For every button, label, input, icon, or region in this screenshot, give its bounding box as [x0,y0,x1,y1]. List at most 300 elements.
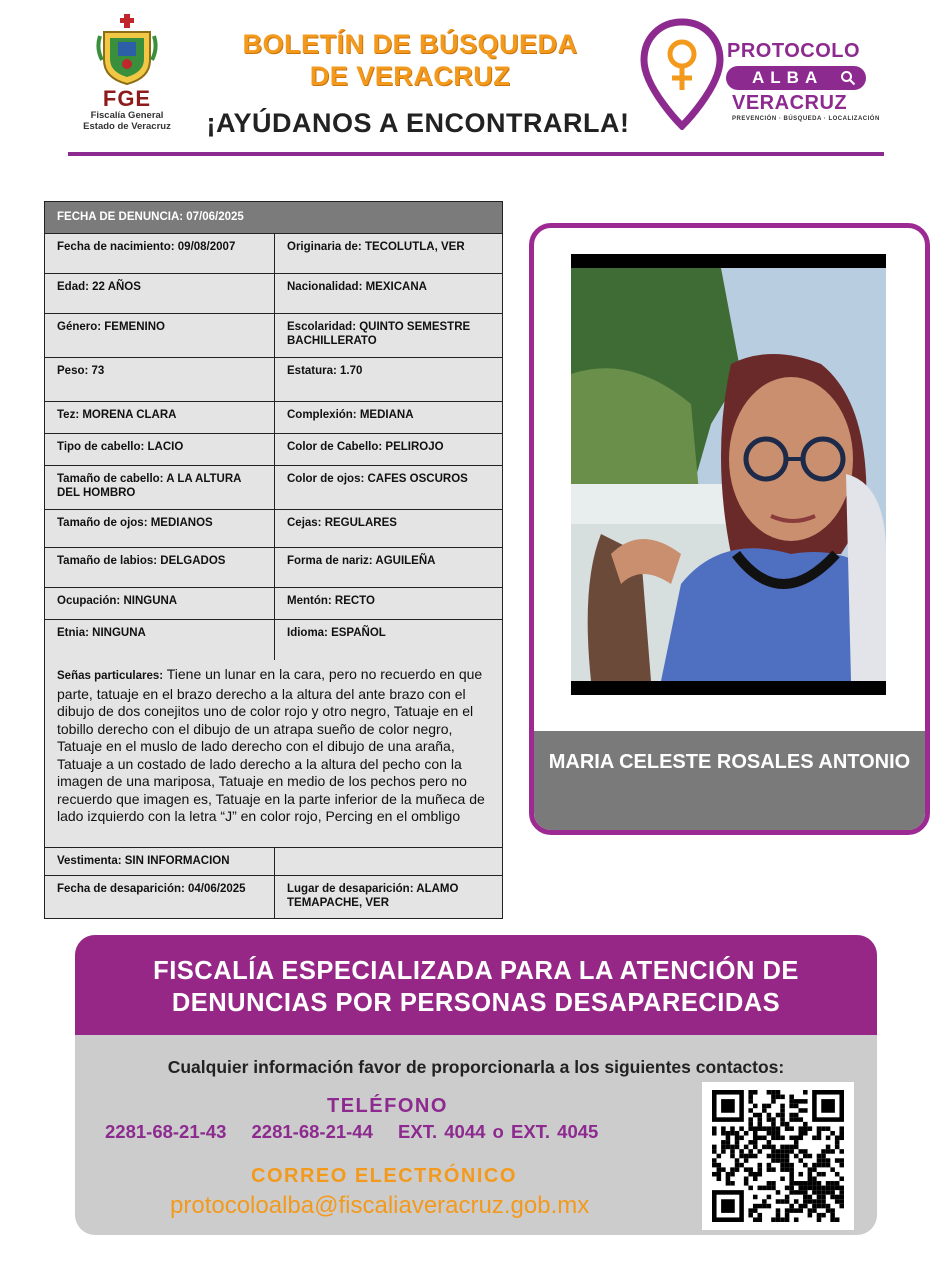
qr-module [771,1217,776,1222]
qr-module [780,1217,785,1222]
qr-module [826,1158,831,1163]
qr-module [721,1145,726,1150]
qr-module [771,1145,776,1150]
qr-module [798,1172,803,1177]
qr-module [758,1126,763,1131]
qr-module [780,1154,785,1159]
info-cell-right: Estatura: 1.70 [274,358,502,401]
help-find-her-title: ¡AYÚDANOS A ENCONTRARLA! [206,108,630,138]
qr-module [817,1131,822,1136]
qr-module [767,1090,772,1095]
info-cell-left: Etnia: NINGUNA [57,627,146,639]
info-cell-right: Forma de nariz: AGUILEÑA [274,548,502,587]
qr-module [817,1186,822,1191]
disappearance-date: Fecha de desaparición: 04/06/2025 [57,883,246,895]
qr-module [717,1167,722,1172]
qr-module [771,1149,776,1154]
qr-module [830,1181,835,1186]
qr-module [808,1199,813,1204]
qr-module [748,1095,753,1100]
qr-module [758,1167,763,1172]
qr-module [721,1140,726,1145]
qr-module [803,1199,808,1204]
portrait-photo-icon [571,254,886,695]
phone-number-1[interactable]: 2281-68-21-43 [105,1121,227,1142]
fge-line1: Fiscalía General [90,110,164,121]
qr-module [748,1186,753,1191]
qr-module [785,1195,790,1200]
qr-module [794,1199,799,1204]
qr-module [798,1158,803,1163]
qr-module [821,1172,826,1177]
distinguishing-marks-label: Señas particulares: [57,670,164,682]
qr-module [771,1154,776,1159]
qr-module [835,1172,840,1177]
qr-module [762,1136,767,1141]
qr-module [794,1181,799,1186]
qr-module [798,1204,803,1209]
qr-module [758,1149,763,1154]
info-cell-right: Complexión: MEDIANA [274,402,502,433]
qr-module [748,1090,753,1095]
qr-module [789,1136,794,1141]
qr-module [808,1167,813,1172]
qr-module [776,1090,781,1095]
veracruz-crest-icon [96,14,158,86]
qr-module [753,1195,758,1200]
qr-module [748,1154,753,1159]
qr-module [839,1204,844,1209]
qr-module [744,1158,749,1163]
qr-module [808,1208,813,1213]
qr-module [762,1104,767,1109]
qr-module [789,1167,794,1172]
qr-module [821,1204,826,1209]
qr-module [776,1217,781,1222]
qr-module [835,1140,840,1145]
qr-module [748,1099,753,1104]
email-label: CORREO ELECTRÓNICO [251,1165,517,1187]
qr-module [739,1149,744,1154]
qr-module [830,1149,835,1154]
qr-module [730,1145,735,1150]
qr-module [789,1181,794,1186]
qr-module [762,1126,767,1131]
info-cell-right: Escolaridad: QUINTO SEMESTRE BACHILLERATO [274,314,502,357]
qr-module [712,1126,717,1131]
info-cell-left: Tamaño de ojos: MEDIANOS [57,517,213,529]
agency-line1: FISCALÍA ESPECIALIZADA PARA LA ATENCIÓN DE [153,957,799,985]
qr-module [830,1217,835,1222]
qr-module [753,1104,758,1109]
disappearance-place: Lugar de desaparición: ALAMO TEMAPACHE, VER [274,876,502,918]
qr-module [798,1099,803,1104]
qr-module [817,1181,822,1186]
qr-module [767,1167,772,1172]
qr-module [712,1145,717,1150]
qr-module [798,1186,803,1191]
qr-module [808,1195,813,1200]
qr-module [817,1158,822,1163]
qr-module [812,1176,817,1181]
qr-module [767,1104,772,1109]
qr-module [817,1199,822,1204]
bulletin-title-line1: BOLETÍN DE BÚSQUEDA [242,29,578,59]
qr-module [785,1167,790,1172]
qr-module [717,1172,722,1177]
qr-module [808,1176,813,1181]
qr-module [789,1172,794,1177]
qr-module [767,1154,772,1159]
qr-module [826,1204,831,1209]
qr-module [726,1145,731,1150]
qr-module [821,1158,826,1163]
qr-module [794,1208,799,1213]
qr-module [767,1117,772,1122]
location-pin-female-icon [640,18,724,130]
qr-module [803,1195,808,1200]
qr-module [748,1126,753,1131]
qr-module [767,1186,772,1191]
qr-module [830,1195,835,1200]
qr-module [803,1131,808,1136]
qr-module [789,1186,794,1191]
distinguishing-marks [45,660,502,847]
qr-module [780,1167,785,1172]
qr-module [758,1163,763,1168]
qr-module [712,1131,717,1136]
qr-code[interactable] [702,1082,854,1230]
info-cell-left: Tamaño de cabello: A LA ALTURA DEL HOMBRO [57,473,242,499]
qr-module [780,1113,785,1118]
qr-module [776,1190,781,1195]
missing-person-photo [571,254,886,695]
qr-module [785,1163,790,1168]
qr-module [835,1158,840,1163]
qr-module [735,1136,740,1141]
qr-module [817,1190,822,1195]
qr-module [780,1117,785,1122]
qr-module [780,1199,785,1204]
qr-module [753,1136,758,1141]
qr-module [739,1154,744,1159]
clothing-cell: Vestimenta: SIN INFORMACION [57,855,230,867]
qr-module [798,1208,803,1213]
qr-module [789,1095,794,1100]
info-row [45,274,502,314]
qr-module [744,1176,749,1181]
qr-module [817,1213,822,1218]
qr-module [771,1181,776,1186]
qr-module [821,1163,826,1168]
qr-module [826,1149,831,1154]
qr-module [771,1186,776,1191]
qr-module [803,1122,808,1127]
qr-module [789,1104,794,1109]
qr-module [730,1154,735,1159]
qr-module [753,1090,758,1095]
qr-module [780,1136,785,1141]
qr-code-icon [710,1090,846,1222]
qr-module [803,1186,808,1191]
info-row [45,588,502,620]
qr-module [717,1176,722,1181]
qr-module [785,1158,790,1163]
qr-module [817,1204,822,1209]
qr-module [808,1172,813,1177]
qr-module [830,1213,835,1218]
alba-pill: ALBA [726,66,866,90]
qr-module [785,1186,790,1191]
qr-module [721,1149,726,1154]
qr-module [826,1181,831,1186]
qr-module [821,1195,826,1200]
qr-module [762,1199,767,1204]
qr-module [817,1195,822,1200]
qr-module [771,1158,776,1163]
qr-module [798,1149,803,1154]
qr-module [735,1167,740,1172]
qr-module [808,1213,813,1218]
qr-module [744,1181,749,1186]
qr-module [753,1131,758,1136]
qr-module [798,1136,803,1141]
email-link[interactable]: protocoloalba@fiscaliaveracruz.gob.mx [170,1192,590,1219]
qr-module [726,1136,731,1141]
qr-module [830,1131,835,1136]
qr-module [839,1186,844,1191]
qr-module [821,1213,826,1218]
qr-module [753,1204,758,1209]
info-cell-right: Color de Cabello: PELIROJO [274,434,502,465]
qr-module [785,1213,790,1218]
qr-module [839,1126,844,1131]
qr-module [803,1154,808,1159]
qr-module [839,1149,844,1154]
phone-numbers [105,1121,616,1143]
qr-module [776,1126,781,1131]
qr-module [808,1186,813,1191]
qr-module [780,1095,785,1100]
qr-module [753,1217,758,1222]
qr-module [817,1163,822,1168]
qr-module [758,1204,763,1209]
header-divider [68,152,884,156]
qr-module [748,1213,753,1218]
qr-module [739,1163,744,1168]
qr-module [748,1140,753,1145]
qr-module [835,1199,840,1204]
qr-module [771,1090,776,1095]
qr-module [780,1122,785,1127]
info-cell-left: Tez: MORENA CLARA [57,409,177,421]
qr-module [812,1167,817,1172]
qr-module [794,1136,799,1141]
qr-module [812,1204,817,1209]
qr-module [767,1181,772,1186]
qr-module [821,1154,826,1159]
info-cell-left: Ocupación: NINGUNA [57,595,178,607]
qr-module [744,1154,749,1159]
contact-intro: Cualquier información favor de proporcionarla a los siguientes contactos: [167,1057,785,1077]
fge-abbr: FGE [102,86,152,111]
person-info-table [44,201,503,919]
qr-module [767,1195,772,1200]
phone-label: TELÉFONO [327,1095,448,1117]
qr-module [730,1131,735,1136]
qr-module [798,1117,803,1122]
qr-module [780,1176,785,1181]
qr-module [767,1113,772,1118]
qr-module [839,1199,844,1204]
qr-module [835,1186,840,1191]
qr-module [789,1176,794,1181]
bulletin-title-line2: DE VERACRUZ [309,61,511,91]
qr-module [789,1163,794,1168]
qr-module [780,1104,785,1109]
qr-module [776,1131,781,1136]
qr-module [776,1199,781,1204]
qr-module [821,1099,835,1113]
qr-module [794,1117,799,1122]
qr-module [771,1117,776,1122]
qr-module [753,1154,758,1159]
qr-module [826,1190,831,1195]
info-cell-left: Peso: 73 [57,365,105,377]
qr-module [803,1181,808,1186]
qr-module [776,1113,781,1118]
qr-module [753,1172,758,1177]
info-rows [45,234,502,660]
qr-module [762,1108,767,1113]
qr-module [753,1126,758,1131]
qr-module [744,1167,749,1172]
fge-line2: Estado de Veracruz [83,121,171,132]
qr-module [794,1104,799,1109]
qr-module [721,1131,726,1136]
qr-module [780,1158,785,1163]
alba-veracruz-text: VERACRUZ [732,92,848,114]
qr-module [826,1126,831,1131]
qr-module [758,1186,763,1191]
qr-module [771,1126,776,1131]
qr-module [803,1099,808,1104]
qr-module [735,1140,740,1145]
qr-module [730,1172,735,1177]
qr-module [789,1208,794,1213]
qr-module [780,1149,785,1154]
qr-module [735,1163,740,1168]
qr-module [767,1163,772,1168]
qr-module [780,1145,785,1150]
qr-module [826,1186,831,1191]
qr-module [789,1145,794,1150]
protocolo-alba-logo [640,18,880,132]
qr-module [835,1217,840,1222]
qr-module [758,1113,763,1118]
qr-module [839,1190,844,1195]
qr-module [812,1199,817,1204]
qr-module [753,1140,758,1145]
qr-module [721,1199,735,1213]
qr-module [730,1167,735,1172]
qr-module [812,1186,817,1191]
qr-module [794,1154,799,1159]
qr-module [812,1208,817,1213]
qr-module [771,1095,776,1100]
qr-module [767,1140,772,1145]
qr-module [830,1208,835,1213]
search-icon [840,70,856,86]
qr-module [789,1126,794,1131]
qr-module [789,1204,794,1209]
qr-module [748,1122,753,1127]
qr-module [785,1217,790,1222]
qr-module [767,1145,772,1150]
qr-module [830,1190,835,1195]
qr-module [817,1126,822,1131]
qr-module [808,1181,813,1186]
qr-module [726,1176,731,1181]
qr-module [771,1131,776,1136]
info-row [45,314,502,358]
qr-module [794,1145,799,1150]
qr-module [776,1154,781,1159]
qr-module [789,1190,794,1195]
qr-module [812,1136,817,1141]
qr-module [835,1136,840,1141]
agency-line2: DENUNCIAS POR PERSONAS DESAPARECIDAS [171,989,781,1017]
qr-module [817,1154,822,1159]
qr-module [726,1131,731,1136]
qr-module [794,1190,799,1195]
qr-module [803,1126,808,1131]
qr-module [767,1204,772,1209]
qr-module [803,1149,808,1154]
qr-module [839,1163,844,1168]
qr-module [785,1208,790,1213]
phone-number-2[interactable]: 2281-68-21-44 [251,1121,373,1142]
qr-module [803,1163,808,1168]
qr-module [789,1099,794,1104]
qr-module [803,1090,808,1095]
bulletin-title [210,28,610,92]
qr-module [717,1163,722,1168]
qr-module [748,1167,753,1172]
info-cell-left: Género: FEMENINO [57,321,165,333]
qr-module [776,1149,781,1154]
qr-module [744,1131,749,1136]
qr-module [767,1126,772,1131]
qr-module [798,1190,803,1195]
qr-module [785,1126,790,1131]
qr-module [758,1122,763,1127]
qr-module [712,1158,717,1163]
info-cell-right: Mentón: RECTO [274,588,502,619]
qr-module [721,1099,735,1113]
info-row [45,510,502,548]
qr-module [767,1131,772,1136]
qr-module [712,1172,717,1177]
qr-module [771,1099,776,1104]
qr-module [817,1172,822,1177]
qr-module [835,1195,840,1200]
qr-module [730,1149,735,1154]
qr-module [726,1181,731,1186]
qr-module [794,1217,799,1222]
qr-module [794,1140,799,1145]
alba-protocolo-text: PROTOCOLO [727,40,861,62]
